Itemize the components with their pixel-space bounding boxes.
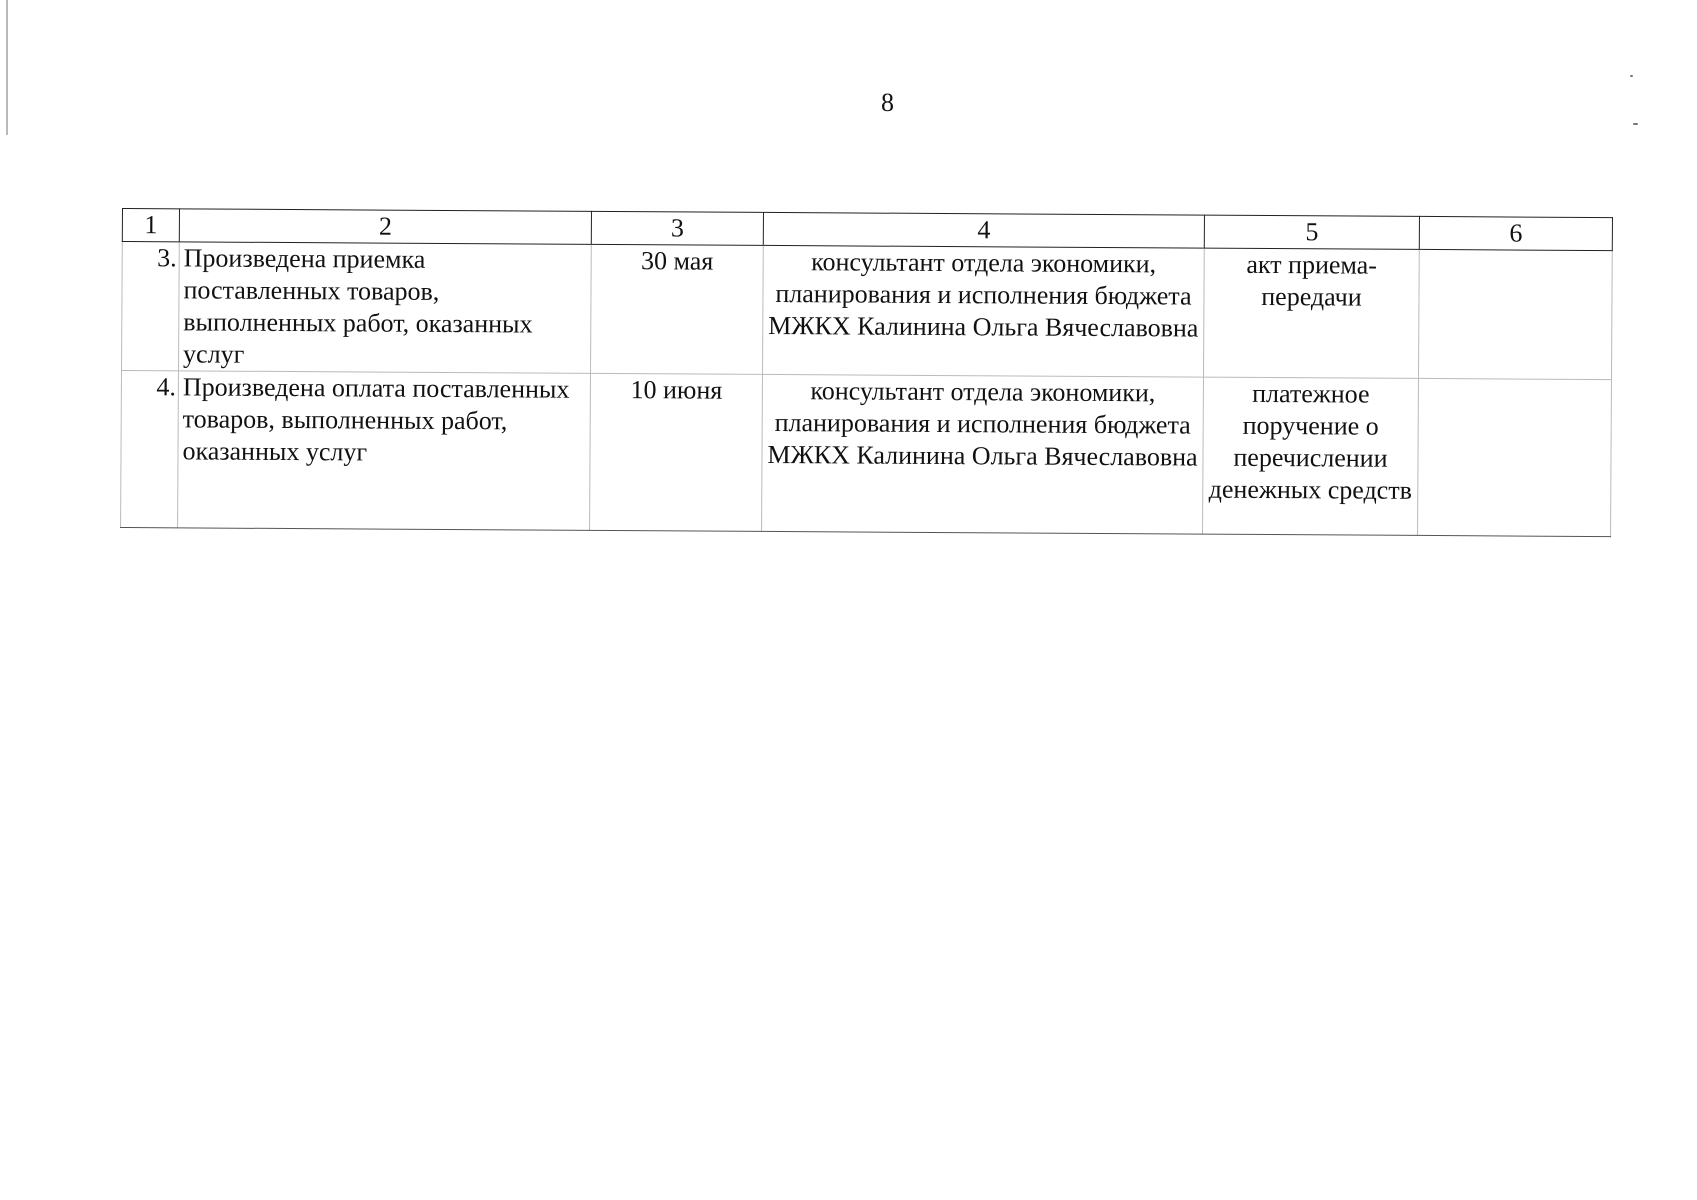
table-row: [122, 242, 1613, 380]
date-cell: 10 июня: [590, 373, 763, 531]
document-cell: акт приема-передачи: [1203, 248, 1419, 378]
scan-speck: [1630, 75, 1633, 77]
responsible-cell: консультант отдела экономики, планирования и исполнения бюджета МЖКХ Калинина Ольга Вячеславовна: [762, 374, 1204, 534]
responsible-cell: консультант отдела экономики, планирования и исполнения бюджета МЖКХ Калинина Ольга Вячеславовна: [762, 245, 1204, 377]
column-header: 5: [1204, 215, 1419, 249]
note-cell: [1418, 249, 1612, 379]
row-number: 3.: [122, 242, 180, 371]
column-header: 2: [179, 209, 591, 245]
column-header: 1: [122, 209, 179, 242]
column-header: 3: [591, 211, 763, 245]
action-cell: Произведена оплата поставленных товаров, выполненных работ, оказанных услуг: [178, 371, 591, 531]
action-cell: Произведена приемка поставленных товаров, выполненных работ, оказанных услуг: [179, 242, 592, 374]
measures-table: [120, 208, 1613, 537]
page-number: 8: [881, 88, 894, 117]
scan-speck: [1633, 123, 1638, 125]
table-row: [121, 371, 1612, 537]
column-header: 4: [763, 212, 1204, 248]
column-header: 6: [1419, 216, 1612, 250]
note-cell: [1418, 378, 1612, 536]
document-cell: платежное поручение о перечислении денежных средств: [1203, 377, 1419, 535]
date-cell: 30 мая: [590, 244, 763, 374]
row-number: 4.: [121, 371, 179, 528]
